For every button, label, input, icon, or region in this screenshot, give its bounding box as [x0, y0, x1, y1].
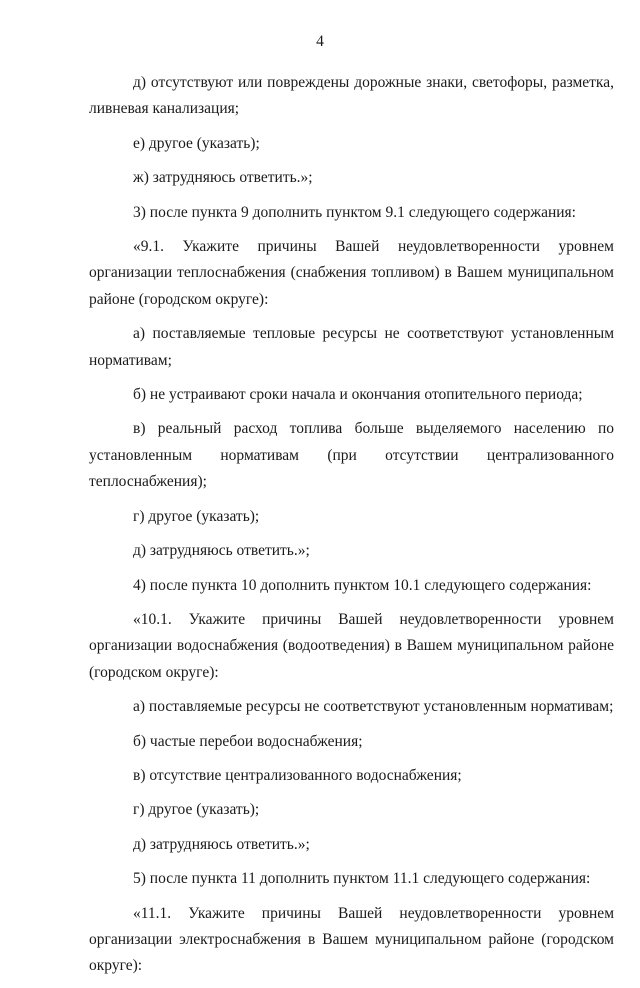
amendment-item-4: 4) после пункта 10 дополнить пунктом 10.1 следующего содержания: [133, 576, 592, 594]
list-item-g-other-water: г) другое (указать); [133, 801, 260, 819]
page-number: 4 [316, 33, 324, 50]
question-11-1: «11.1. Укажите причины Вашей неудовлетворенности уровнем организации электроснабжения в Вашем муниципальном районе (городском округе): [89, 904, 614, 975]
question-10-1: «10.1. Укажите причины Вашей неудовлетворенности уровнем организации водоснабжения (водоотведения) в Вашем муниципальном районе (городском округе): [89, 610, 614, 681]
list-item-b-water-interruptions: б) частые перебои водоснабжения; [133, 732, 363, 750]
question-9-1: «9.1. Укажите причины Вашей неудовлетворенности уровнем организации теплоснабжения (снабжения топливом) в Вашем муниципальном районе (городском округе): [89, 238, 614, 308]
list-item-e-other: е) другое (указать); [133, 134, 260, 152]
amendment-item-3: 3) после пункта 9 дополнить пунктом 9.1 следующего содержания: [133, 203, 576, 221]
list-item-d-road-signs: д) отсутствуют или повреждены дорожные знаки, светофоры, разметка, ливневая канализация; [89, 74, 614, 118]
amendment-item-5: 5) после пункта 11 дополнить пунктом 11.1 следующего содержания: [133, 870, 591, 888]
list-item-g-other: г) другое (указать); [133, 507, 260, 525]
document-body [89, 70, 614, 988]
list-item-d-hard-to-answer-water: д) затрудняюсь ответить.»; [133, 835, 310, 853]
list-item-a-heat-resources: а) поставляемые тепловые ресурсы не соответствуют установленным нормативам; [89, 325, 614, 369]
list-item-v-fuel-consumption: в) реальный расход топлива больше выделяемого населению по установленным нормативам (при отсутствии централизованного теплоснабжения); [89, 420, 614, 491]
list-item-d-hard-to-answer: д) затрудняюсь ответить.»; [133, 542, 310, 560]
list-item-a-water-resources: а) поставляемые ресурсы не соответствуют установленным нормативам; [133, 698, 614, 716]
list-item-v-no-central-water: в) отсутствие централизованного водоснабжения; [133, 766, 462, 784]
list-item-b-heating-period: б) не устраивают сроки начала и окончания отопительного периода; [133, 386, 583, 404]
list-item-zh-hard-to-answer: ж) затрудняюсь ответить.»; [133, 169, 313, 187]
